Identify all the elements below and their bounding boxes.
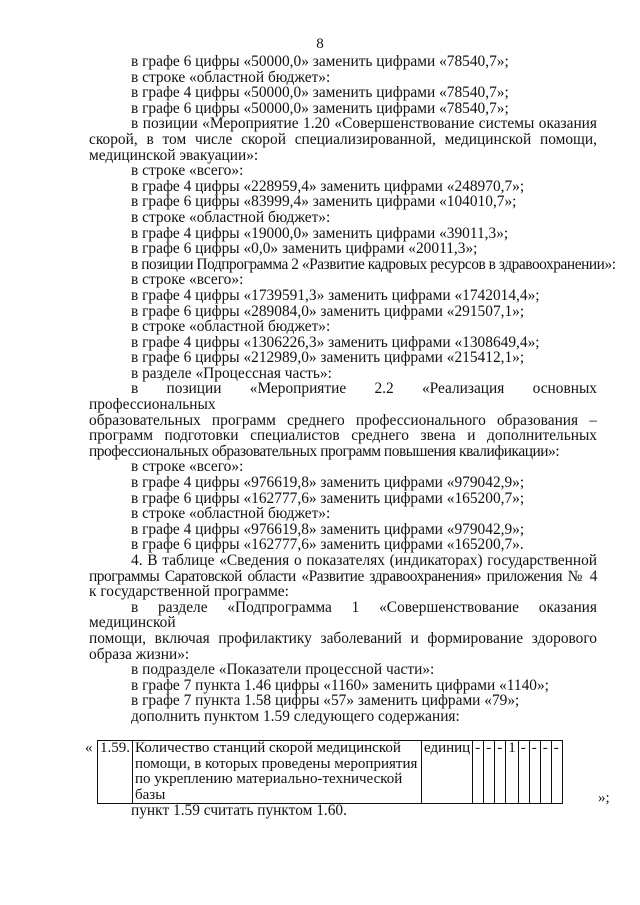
text-line: в графе 4 цифры «19000,0» заменить цифрами «39011,3»; [131,224,509,242]
text-line: в строке «всего»: [131,162,244,180]
name-line: по укреплению материально-технической базы [135,771,403,803]
text-line: в графе 4 цифры «976619,8» заменить цифрами «979042,9»; [131,520,525,538]
text-line: в графе 6 цифры «289084,0» заменить цифрами «291507,1»; [131,302,525,320]
open-quote: « [85,740,93,756]
indicator-table [97,740,563,804]
document-body [89,53,616,725]
para-line: профессиональных образовательных программ повышения квалификации»: [89,442,560,460]
text-line: дополнить пунктом 1.59 следующего содержания: [131,707,460,725]
text-line: в графе 4 цифры «976619,8» заменить цифрами «979042,9»; [131,474,525,492]
text-line: в графе 6 цифры «162777,6» заменить цифрами «165200,7». [131,536,524,554]
table-cell-value: - [551,741,562,804]
para-line: в позиции «Мероприятие 2.2 «Реализация основных профессиональных [89,380,597,414]
table-cell-value: - [518,741,529,804]
para-line: медицинской эвакуации»: [89,146,259,164]
text-line: в графе 6 цифры «212989,0» заменить цифрами «215412,1»; [131,349,525,367]
text-line: в графе 6 цифры «162777,6» заменить цифрами «165200,7»; [131,489,525,507]
text-line: в строке «областной бюджет»: [131,318,331,336]
para-line: программ подготовки специалистов среднего звена и дополнительных [89,427,597,445]
text-line: в графе 4 цифры «1739591,3» заменить цифрами «1742014,4»; [131,286,540,304]
para-line: программы Саратовской области «Развитие здравоохранения» приложения № 4 [89,567,597,585]
text-line: в графе 4 цифры «228959,4» заменить цифрами «248970,7»; [131,177,525,195]
text-line: в графе 6 цифры «83999,4» заменить цифрами «104010,7»; [131,193,517,211]
close-quote: »; [598,790,610,806]
text-line: в графе 4 цифры «50000,0» заменить цифрами «78540,7»; [131,84,509,102]
table-row [98,741,563,804]
para-line: 4. В таблице «Сведения о показателях (индикаторах) государственной [131,552,597,569]
text-line: в графе 6 цифры «50000,0» заменить цифрами «78540,7»; [131,99,509,117]
para-line: образа жизни»: [89,645,190,663]
text-line: в графе 7 пункта 1.46 цифры «1160» заменить цифрами «1140»; [131,676,549,694]
text-line: в строке «всего»: [131,271,244,289]
text-line: в графе 4 цифры «1306226,3» заменить цифрами «1308649,4»; [131,333,540,351]
para-line: в разделе «Подпрограмма 1 «Совершенствование оказания медицинской [89,598,597,632]
text-line: в строке «областной бюджет»: [131,208,331,226]
text-line: в подразделе «Показатели процессной части»: [131,661,435,679]
para-line: скорой, в том числе скорой специализированной, медицинской помощи, [89,130,597,148]
name-line: помощи, в которых проведены мероприятия [135,755,418,772]
text-line: в строке «областной бюджет»: [131,505,331,523]
para-line: к государственной программе: [89,583,289,601]
table-cell-unit: единиц [422,741,473,804]
table-cell-value: - [495,741,506,804]
page-number: 8 [316,36,324,52]
text-line: в строке «всего»: [131,458,244,476]
table-cell-value: - [473,741,484,804]
footer-text: пункт 1.59 считать пунктом 1.60. [131,802,347,819]
para-line: в позиции «Мероприятие 1.20 «Совершенствование системы оказания [131,115,597,133]
table-cell-value: - [484,741,495,804]
text-line: в разделе «Процессная часть»: [131,364,332,382]
text-line: в позиции Подпрограмма 2 «Развитие кадровых ресурсов в здравоохранении»: [131,255,616,273]
text-line: в графе 6 цифры «50000,0» заменить цифрами «78540,7»; [131,53,509,70]
name-line: Количество станций скорой медицинской [135,740,401,756]
para-line: образовательных программ среднего профессионального образования – [89,411,597,429]
para-line: помощи, включая профилактику заболеваний и формирование здорового [89,629,597,647]
indicator-table-block [85,740,610,806]
table-cell-name [133,741,422,804]
text-line: в графе 6 цифры «0,0» заменить цифрами «20011,3»; [131,240,478,258]
table-cell-value: 1 [506,741,519,804]
table-cell-value: - [529,741,540,804]
text-line: в графе 7 пункта 1.58 цифры «57» заменить цифрами «79»; [131,692,520,710]
table-cell-number: 1.59. [98,741,133,804]
text-line: в строке «областной бюджет»: [131,68,331,86]
table-cell-value: - [540,741,551,804]
